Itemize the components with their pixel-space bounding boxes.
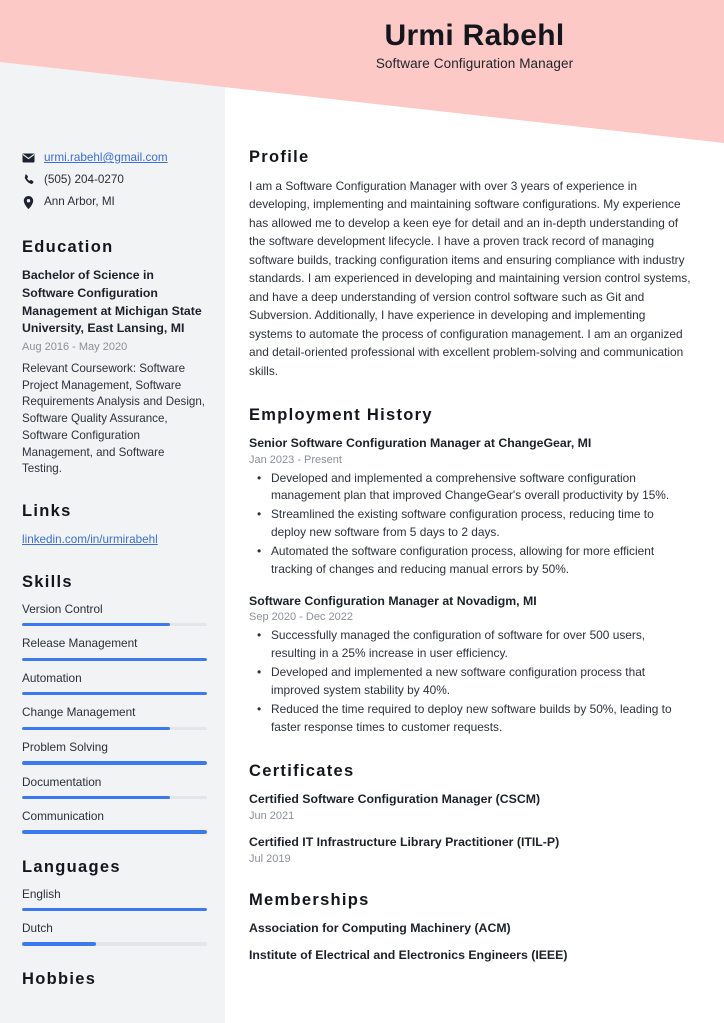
skill-meter-track: [22, 658, 207, 661]
sidebar-content: [0, 0, 225, 999]
section-memberships: [249, 891, 692, 964]
employment-title: Software Configuration Manager at Novadigm, MI: [249, 593, 537, 608]
page-title: Urmi Rabehl: [384, 19, 565, 52]
main-content: [225, 0, 724, 990]
employment-bullets: [249, 627, 692, 736]
certificate-entry: [249, 791, 692, 822]
education-description: Relevant Coursework: Software Project Management, Software Requirements Analysis and Design, Software Quality Assurance, Software Configuration Management, and Software Testing.: [22, 361, 206, 476]
skill-label: Version Control: [22, 601, 103, 616]
contact-phone-row: [22, 172, 207, 188]
skill-meter-track: [22, 623, 207, 626]
skill-meter-fill: [22, 796, 170, 799]
language-meter-track: [22, 908, 207, 911]
skill-label: Change Management: [22, 705, 136, 720]
skill-meter-fill: [22, 761, 207, 764]
sidebar-heading-links: Links: [22, 502, 72, 521]
language-meter-track: [22, 942, 207, 945]
employment-bullets: [249, 470, 692, 579]
sidebar-heading-languages: Languages: [22, 857, 121, 876]
language-meter-fill: [22, 908, 207, 911]
skill-label: Automation: [22, 670, 82, 685]
certificate-name: Certified IT Infrastructure Library Practitioner (ITIL-P): [249, 835, 560, 850]
employment-entry: [249, 435, 692, 579]
skill-meter-fill: [22, 727, 170, 730]
skill-item: [22, 671, 207, 696]
skill-item: [22, 602, 207, 627]
contact-location-text: Ann Arbor, MI: [44, 195, 115, 208]
skill-label: Release Management: [22, 636, 138, 651]
contact-phone-text: (505) 204-0270: [44, 173, 124, 186]
heading-employment-history: Employment History: [249, 405, 433, 424]
skill-meter-track: [22, 727, 207, 730]
language-label: Dutch: [22, 921, 53, 936]
language-item: [22, 887, 207, 912]
header-identity: [225, 0, 724, 71]
skill-meter-fill: [22, 830, 207, 833]
bullet-item: • Developed and implemented a comprehensive software configuration management plan that improved ChangeGear's overall productivity by 15%.: [249, 470, 692, 506]
section-certificates: [249, 762, 692, 864]
skill-meter-track: [22, 692, 207, 695]
skill-item: [22, 775, 207, 800]
employment-entry: [249, 593, 692, 737]
bullet-item: • Developed and implemented a new software configuration process that improved system stability by 40%.: [249, 664, 692, 700]
education-degree: Bachelor of Science in Software Configuration Management at Michigan State University, East Lansing, MI: [22, 268, 202, 336]
language-meter-fill: [22, 942, 96, 945]
bullet-item: • Automated the software configuration process, allowing for more efficient tracking of changes and reducing manual errors by 50%.: [249, 543, 692, 579]
skill-meter-fill: [22, 658, 207, 661]
sidebar-heading-education: Education: [22, 238, 114, 256]
education-entry: [22, 267, 207, 478]
skill-label: Documentation: [22, 774, 102, 789]
skill-meter-fill: [22, 692, 207, 695]
skill-meter-fill: [22, 623, 170, 626]
contact-list: [22, 150, 207, 210]
skill-label: Problem Solving: [22, 740, 108, 755]
bullet-item: • Reduced the time required to deploy new software builds by 50%, leading to faster response times to customer requests.: [249, 701, 692, 737]
employment-title: Senior Software Configuration Manager at ChangeGear, MI: [249, 435, 592, 450]
certificate-date: Jun 2021: [249, 810, 295, 823]
heading-memberships: Memberships: [249, 890, 370, 909]
language-item: [22, 921, 207, 946]
employment-date: Jan 2023 - Present: [249, 453, 342, 466]
sidebar-heading-skills: Skills: [22, 572, 73, 591]
skills-list: [22, 602, 207, 834]
education-date: Aug 2016 - May 2020: [22, 341, 128, 354]
header-job-title: Software Configuration Manager: [375, 56, 574, 72]
membership-item: Association for Computing Machinery (ACM): [249, 920, 511, 935]
certificate-entry: [249, 834, 692, 865]
skill-label: Communication: [22, 809, 104, 824]
skill-meter-track: [22, 830, 207, 833]
heading-profile: Profile: [249, 148, 310, 166]
skill-item: [22, 809, 207, 834]
profile-text: I am a Software Configuration Manager with over 3 years of experience in developing, implementing and maintaining software configurations. My experience has allowed me to develop a keen eye for detail and an in-depth understanding of the software development lifecycle. I have a proven track record of managing software builds, tracking configuration items and ensuring compliance with industry standards. I am experienced in developing and maintaining version control systems, and have a deep understanding of version control software such as Git and Subversion. Additionally, I have experience in developing and implementing systems to automate the process of configuration management. I am an organized and detail-oriented professional with excellent problem-solving and communication skills.: [249, 179, 691, 378]
contact-email-row[interactable]: [22, 150, 207, 166]
language-label: English: [22, 886, 61, 901]
skill-item: [22, 636, 207, 661]
envelope-icon: [22, 151, 35, 165]
link-linkedin[interactable]: linkedin.com/in/urmirabehl: [22, 533, 158, 547]
bullet-item: • Streamlined the existing software configuration process, reducing time to deploy new software from 5 days to 2 days.: [249, 506, 692, 542]
section-employment-history: [249, 406, 692, 737]
contact-email-text[interactable]: urmi.rabehl@gmail.com: [44, 151, 168, 164]
location-pin-icon: [22, 195, 35, 209]
phone-icon: [22, 173, 35, 187]
bullet-item: • Successfully managed the configuration of software for over 500 users, resulting in a 25% increase in user efficiency.: [249, 627, 692, 663]
skill-item: [22, 705, 207, 730]
contact-location-row: [22, 194, 207, 210]
languages-list: [22, 887, 207, 946]
sidebar-heading-hobbies: Hobbies: [22, 969, 97, 988]
employment-date: Sep 2020 - Dec 2022: [249, 611, 353, 624]
skill-item: [22, 740, 207, 765]
certificate-date: Jul 2019: [249, 852, 291, 865]
certificate-name: Certified Software Configuration Manager (CSCM): [249, 792, 541, 807]
section-profile: [249, 148, 692, 380]
heading-certificates: Certificates: [249, 762, 355, 781]
membership-item: Institute of Electrical and Electronics Engineers (IEEE): [249, 948, 568, 963]
skill-meter-track: [22, 761, 207, 764]
skill-meter-track: [22, 796, 207, 799]
